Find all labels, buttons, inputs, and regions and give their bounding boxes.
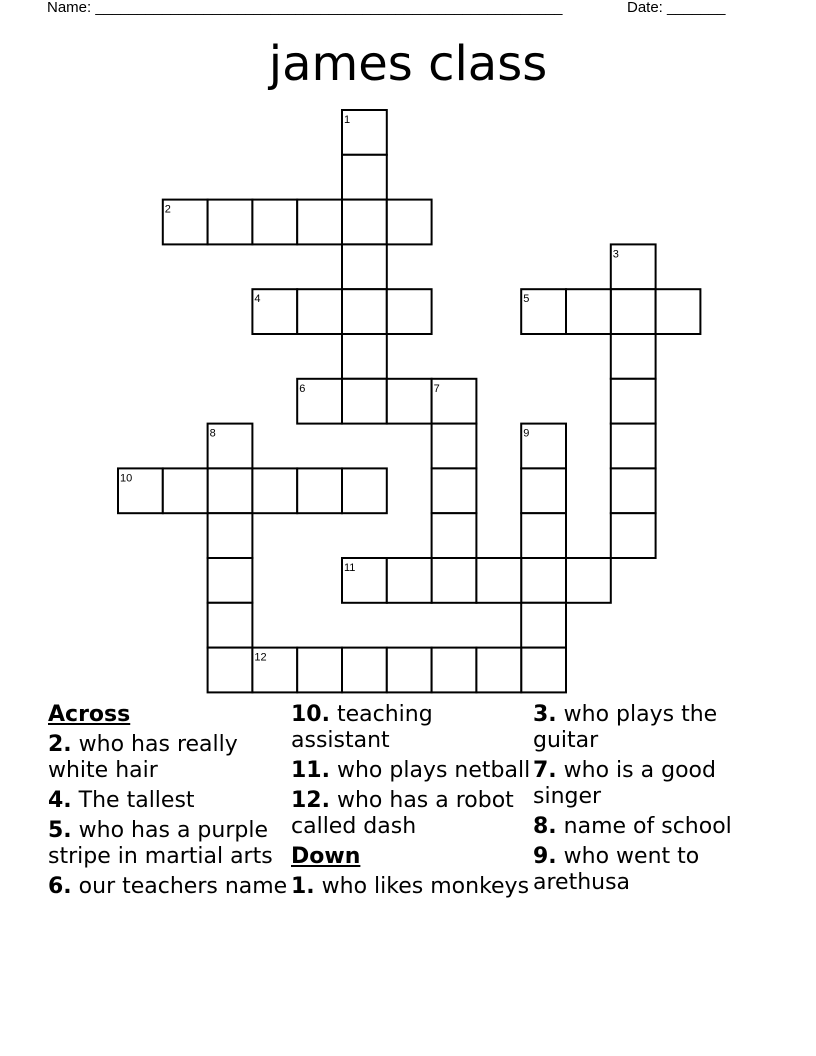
grid-cell-r4-c6[interactable] [387, 289, 432, 334]
grid-cell-r9-c2[interactable] [208, 513, 253, 558]
clue-number: 11. [291, 758, 330, 783]
cell-number-9: 9 [523, 427, 530, 440]
grid-cell-r0-c5[interactable] [342, 110, 387, 155]
grid-cell-r8-c3[interactable] [252, 468, 297, 513]
cell-number-2: 2 [164, 203, 171, 216]
grid-cell-r9-c11[interactable] [611, 513, 656, 558]
clue-across-11 [291, 758, 531, 784]
grid-cell-r4-c10[interactable] [566, 289, 611, 334]
clue-number: 1. [291, 874, 315, 899]
grid-cell-r12-c4[interactable] [297, 648, 342, 693]
grid-cell-r5-c11[interactable] [611, 334, 656, 379]
grid-cell-r10-c7[interactable] [432, 558, 477, 603]
grid-cell-r8-c5[interactable] [342, 468, 387, 513]
down-heading: Down [291, 844, 361, 869]
grid-cell-r12-c5[interactable] [342, 648, 387, 693]
clues-column-1 [48, 702, 288, 904]
clue-across-5 [48, 818, 288, 870]
clue-text: The tallest [78, 788, 195, 813]
grid-cell-r12-c9[interactable] [521, 648, 566, 693]
clue-number: 3. [533, 702, 557, 727]
grid-cell-r12-c6[interactable] [387, 648, 432, 693]
clue-text: our teachers name [78, 874, 288, 899]
cell-number-1: 1 [344, 114, 351, 126]
grid-cell-r10-c6[interactable] [387, 558, 432, 603]
clue-text: teaching assistant [291, 702, 433, 753]
clue-number: 6. [48, 874, 72, 899]
grid-cell-r6-c5[interactable] [342, 379, 387, 424]
grid-cell-r10-c5[interactable] [342, 558, 387, 603]
grid-cell-r6-c7[interactable] [432, 379, 477, 424]
grid-cell-r2-c1[interactable] [163, 200, 208, 245]
clue-down-3 [533, 702, 773, 754]
date-line: Date: _______ [627, 0, 726, 16]
grid-cell-r8-c0[interactable] [118, 468, 163, 513]
clue-number: 12. [291, 788, 330, 813]
grid-cell-r12-c8[interactable] [476, 648, 521, 693]
cell-number-7: 7 [433, 382, 440, 395]
puzzle-title: james class [268, 36, 548, 92]
grid-cell-r8-c4[interactable] [297, 468, 342, 513]
clue-number: 7. [533, 758, 557, 783]
grid-cell-r7-c2[interactable] [208, 424, 253, 469]
grid-cell-r12-c7[interactable] [432, 648, 477, 693]
clue-text: who likes monkeys [321, 874, 530, 899]
grid-cell-r2-c2[interactable] [208, 200, 253, 245]
grid-cell-r5-c5[interactable] [342, 334, 387, 379]
grid-cell-r4-c5[interactable] [342, 289, 387, 334]
grid-cell-r4-c9[interactable] [521, 289, 566, 334]
clue-number: 5. [48, 818, 72, 843]
grid-cell-r7-c7[interactable] [432, 424, 477, 469]
clues-column-2 [291, 702, 531, 904]
grid-cell-r8-c9[interactable] [521, 468, 566, 513]
grid-cell-r4-c4[interactable] [297, 289, 342, 334]
grid-cell-r2-c5[interactable] [342, 200, 387, 245]
grid-cell-r7-c11[interactable] [611, 424, 656, 469]
cell-number-10: 10 [120, 472, 133, 485]
grid-cell-r4-c3[interactable] [252, 289, 297, 334]
clue-text: who has a purple stripe in martial arts [48, 818, 273, 869]
cell-number-5: 5 [523, 293, 530, 306]
grid-cell-r10-c9[interactable] [521, 558, 566, 603]
grid-cell-r12-c2[interactable] [208, 648, 253, 693]
clue-text: who has really white hair [48, 732, 238, 783]
clues-column-3 [533, 702, 773, 900]
clue-number: 8. [533, 814, 557, 839]
grid-cell-r6-c11[interactable] [611, 379, 656, 424]
clues-section [0, 702, 816, 1042]
cell-number-11: 11 [344, 562, 356, 574]
grid-cell-r4-c11[interactable] [611, 289, 656, 334]
clue-down-1 [291, 874, 531, 900]
cell-number-6: 6 [299, 382, 306, 395]
cell-number-8: 8 [209, 427, 216, 440]
worksheet-header [47, 0, 747, 20]
grid-cell-r8-c1[interactable] [163, 468, 208, 513]
cell-number-3: 3 [612, 248, 619, 261]
grid-cell-r9-c7[interactable] [432, 513, 477, 558]
grid-cell-r9-c9[interactable] [521, 513, 566, 558]
clue-number: 4. [48, 788, 72, 813]
grid-cell-r2-c6[interactable] [387, 200, 432, 245]
grid-cell-r12-c3[interactable] [252, 648, 297, 693]
cell-number-4: 4 [254, 293, 261, 306]
grid-cell-r10-c10[interactable] [566, 558, 611, 603]
clue-text: who went to arethusa [533, 844, 700, 895]
cell-number-12: 12 [254, 651, 267, 664]
clue-across-10 [291, 702, 531, 754]
grid-cell-r3-c5[interactable] [342, 244, 387, 289]
clue-text: who is a good singer [533, 758, 716, 809]
grid-cell-r4-c12[interactable] [656, 289, 701, 334]
clue-text: who plays the guitar [533, 702, 718, 753]
clue-down-8 [533, 814, 773, 840]
grid-cell-r6-c4[interactable] [297, 379, 342, 424]
grid-cell-r7-c9[interactable] [521, 424, 566, 469]
clue-across-4 [48, 788, 288, 814]
clue-across-6 [48, 874, 288, 900]
clue-across-2 [48, 732, 288, 784]
clue-number: 9. [533, 844, 557, 869]
grid-cell-r8-c7[interactable] [432, 468, 477, 513]
name-line: Name: ________________________________________________________ [47, 0, 563, 16]
grid-cell-r3-c11[interactable] [611, 244, 656, 289]
clue-number: 2. [48, 732, 72, 757]
grid-cell-r2-c4[interactable] [297, 200, 342, 245]
grid-cell-r10-c8[interactable] [476, 558, 521, 603]
clue-number: 10. [291, 702, 330, 727]
clue-text: who plays netball [336, 758, 531, 783]
grid-cell-r6-c6[interactable] [387, 379, 432, 424]
clue-down-9 [533, 844, 773, 896]
clue-across-12 [291, 788, 531, 840]
clue-down-7 [533, 758, 773, 810]
grid-cell-r11-c2[interactable] [208, 603, 253, 648]
grid-cell-r8-c11[interactable] [611, 468, 656, 513]
grid-cell-r11-c9[interactable] [521, 603, 566, 648]
grid-cell-r10-c2[interactable] [208, 558, 253, 603]
grid-cell-r1-c5[interactable] [342, 155, 387, 200]
clue-text: name of school [563, 814, 732, 839]
grid-cell-r8-c2[interactable] [208, 468, 253, 513]
across-heading: Across [48, 702, 131, 727]
clue-text: who has a robot called dash [291, 788, 514, 839]
grid-cell-r2-c3[interactable] [252, 200, 297, 245]
